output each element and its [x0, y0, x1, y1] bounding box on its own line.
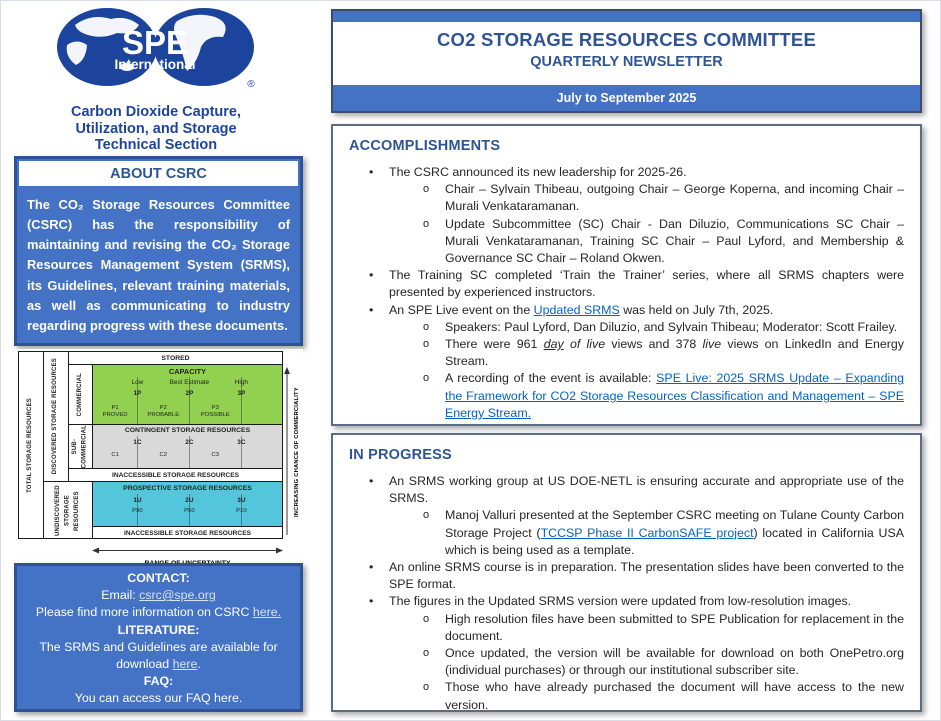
bullet-item [423, 611, 904, 645]
bullet-item [369, 593, 904, 610]
inline-link[interactable]: Updated SRMS [533, 302, 620, 317]
contact-line [23, 604, 294, 621]
accomplishments-panel [331, 124, 922, 426]
bullet-marker: o [423, 612, 430, 625]
bullet-item [423, 319, 904, 336]
label-1u: 1U [133, 497, 142, 504]
diagram-capacity-zone [92, 364, 282, 424]
bullet-text [389, 164, 904, 181]
bullet-text [445, 370, 904, 422]
diagram-commercial [68, 364, 92, 424]
label-undiscovered: UNDISCOVERED STORAGE RESOURCES [54, 485, 80, 536]
text-segment: There were 961 [445, 337, 544, 352]
label-2c: 2C [185, 439, 194, 446]
text-segment: Once updated, the version will be available for download on both OnePetro.org (individual purchases) or through our institutional subscriber site. [445, 646, 904, 678]
label-stored: STORED [161, 354, 190, 362]
commerciality-axis [284, 365, 302, 539]
spe-logo-block [51, 7, 261, 154]
label-3u: 3U [237, 497, 246, 504]
label-capacity: CAPACITY [168, 367, 207, 376]
in-progress-heading: IN PROGRESS [349, 447, 452, 463]
text-segment: A recording of the event is available: [445, 371, 657, 386]
label-c1: C1 [111, 452, 119, 458]
text-segment: High resolution files have been submitted to SPE Publication for replacement in the document. [445, 611, 904, 643]
bullet-text [445, 181, 904, 215]
label-c3: C3 [211, 452, 220, 458]
label-discovered: DISCOVERED STORAGE RESOURCES [52, 358, 59, 475]
bullet-marker: • [369, 560, 374, 575]
text-segment: You can access our FAQ here. [74, 691, 243, 706]
label-p1-proved: P1 PROVED [102, 405, 128, 418]
label-commercial: COMMERCIAL [76, 372, 83, 417]
text-segment: An online SRMS course is in preparation. The presentation slides have been converted to the SPE format. [389, 560, 904, 592]
text-segment: The Training SC completed ‘Train the Trainer’ series, where all SRMS chapters were presented by experienced instructors. [389, 268, 904, 300]
text-segment: The SRMS and Guidelines are available for download [39, 639, 278, 672]
label-low: Low [131, 379, 144, 386]
text-segment: Email: [101, 588, 140, 603]
contact-line [23, 570, 294, 587]
label-inaccessible: INACCESSIBLE STORAGE RESOURCES [111, 471, 239, 479]
diagram-prospective-zone [92, 481, 282, 526]
contact-line [23, 673, 294, 690]
newsletter-period: July to September 2025 [333, 85, 920, 111]
text-segment: of live [563, 337, 606, 352]
bullet-text [389, 473, 904, 507]
caption-line: Carbon Dioxide Capture, [71, 104, 241, 120]
bullet-item [369, 164, 904, 181]
text-segment: Update Subcommittee (SC) Chair - Dan Diluzio, Communications SC Chair – Murali Venkataramanan, Training SC Chair – Paul Lyford, and Membership & Governance SC Chair – Roland Okwen. [445, 216, 904, 266]
text-segment: The figures in the Updated SRMS version were updated from low-resolution images. [389, 594, 852, 609]
bullet-item [423, 181, 904, 215]
bullet-item [423, 216, 904, 268]
bullet-marker: • [369, 165, 374, 179]
bullet-item [423, 336, 904, 370]
bullet-marker: • [369, 268, 374, 283]
bullet-item [423, 507, 904, 559]
accomplishments-list [347, 164, 904, 422]
bullet-item [369, 559, 904, 593]
label-p90: P90 [132, 508, 143, 514]
text-segment: ) located in California USA which is being used as a template. [445, 525, 905, 557]
bullet-marker: o [423, 681, 430, 694]
text-segment: An SPE Live event on the [389, 302, 534, 317]
label-2u: 2U [185, 497, 194, 504]
about-csrc-body: The CO₂ Storage Resources Committee (CSRC) has the responsibility of maintaining and revising the CO₂ Storage Resources Management System (SRMS), its Guidelines, relevant training materials, as well as communicating to industry regarding progress with these documents. [27, 197, 290, 333]
label-2p: 2P [185, 390, 194, 397]
logo-spe-text: SPE [121, 24, 189, 61]
text-segment: views and 378 [605, 337, 703, 352]
diagram-sub-commercial [68, 424, 92, 468]
bullet-marker: • [369, 302, 374, 317]
diagram-inaccessible-lower [92, 526, 282, 539]
text-segment: was held on July 7th, 2025. [619, 302, 774, 317]
text-segment: views on LinkedIn and Energy Stream. [445, 337, 905, 369]
bullet-marker: o [423, 338, 430, 351]
bullet-marker: o [423, 647, 430, 660]
bullet-item [369, 302, 904, 319]
bullet-text [389, 267, 904, 301]
label-inaccessible: INACCESSIBLE STORAGE RESOURCES [123, 529, 251, 537]
about-csrc-title: ABOUT CSRC [17, 159, 300, 188]
accomplishments-heading: ACCOMPLISHMENTS [349, 138, 501, 154]
bullet-marker: o [423, 509, 430, 522]
contact-line [23, 639, 294, 673]
diagram-discovered [43, 351, 68, 481]
label-3p: 3P [237, 390, 246, 397]
label-increasing-chance: INCREASING CHANCE OF COMMERCIALITY [293, 387, 300, 517]
bullet-marker: o [423, 217, 430, 230]
text-segment: live [702, 337, 722, 352]
section-caption [51, 104, 261, 154]
bullet-text [445, 319, 904, 336]
label-3c: 3C [237, 439, 246, 446]
about-csrc-box [14, 156, 303, 346]
bullet-text [445, 507, 904, 559]
label-high: High [234, 379, 248, 386]
bullet-marker: • [369, 474, 374, 488]
bullet-item [423, 645, 904, 679]
bullet-marker: o [423, 320, 430, 333]
diagram-grid [18, 351, 283, 539]
logo-international-text: International [114, 57, 196, 72]
bullet-item [423, 370, 904, 422]
text-segment: Please find more information on CSRC [35, 605, 253, 620]
label-prospective: PROSPECTIVE STORAGE RESOURCES [123, 485, 252, 492]
double-arrow-icon [92, 547, 283, 554]
label-total-storage: TOTAL STORAGE RESOURCES [27, 398, 34, 493]
contact-lines [23, 570, 294, 708]
bullet-marker: o [423, 372, 430, 385]
spe-globes-icon [53, 7, 259, 91]
text-segment: Manoj Valluri presented at the September CSRC meeting on Tulane County Carbon Storage Project ( [445, 508, 904, 540]
label-p2-probable: P2 PROBABLE [147, 405, 180, 418]
bullet-item [423, 679, 904, 713]
bullet-text [445, 216, 904, 268]
inline-link[interactable]: SPE Live: 2025 SRMS Update – Expanding the Framework for CO2 Storage Resources Classification and Management – SPE Energy Stream. [445, 371, 904, 420]
bullet-text [445, 611, 904, 645]
up-arrow-icon [284, 365, 290, 539]
label-1p: 1P [133, 390, 142, 397]
text-segment: FAQ: [143, 674, 174, 689]
newsletter-header [331, 9, 922, 113]
contact-box [14, 563, 303, 712]
bullet-text [389, 559, 904, 593]
label-c2: C2 [159, 452, 168, 458]
caption-line: Technical Section [94, 137, 218, 153]
bullet-text [445, 645, 904, 679]
label-p3-possible: P3 POSSIBLE [200, 405, 230, 418]
bullet-item [369, 473, 904, 507]
bullet-marker: o [423, 183, 430, 196]
srms-classification-diagram [14, 349, 303, 561]
text-segment: An SRMS working group at US DOE-NETL is ensuring accurate and appropriate use of the SRMS. [389, 474, 904, 506]
text-segment: LITERATURE: [117, 622, 200, 637]
text-segment: Speakers: Paul Lyford, Dan Diluzio, and Sylvain Thibeau; Moderator: Scott Frailey. [445, 319, 898, 334]
diagram-contingent-zone [92, 424, 282, 468]
registered-mark: ® [247, 79, 255, 90]
in-progress-panel [331, 433, 922, 712]
inline-link[interactable]: here [172, 657, 198, 672]
diagram-total-storage-resources [18, 351, 43, 539]
diagram-undiscovered [43, 481, 92, 539]
text-segment: The CSRC announced its new leadership for 2025-26. [389, 165, 687, 179]
label-p50: P50 [184, 508, 195, 514]
bullet-text [389, 302, 904, 319]
inline-link[interactable]: TCCSP Phase II CarbonSAFE project [540, 525, 754, 540]
contact-line [23, 587, 294, 604]
label-1c: 1C [133, 439, 142, 446]
label-p10: P10 [236, 508, 247, 514]
header-top-bar [333, 11, 920, 22]
bullet-marker: • [369, 594, 374, 609]
text-segment: Those who have already purchased the document will have access to the new version. [445, 680, 904, 712]
contact-line [23, 690, 294, 707]
inline-link[interactable]: here. [252, 605, 282, 620]
text-segment: day [543, 337, 564, 352]
caption-line: Utilization, and Storage [75, 120, 237, 137]
label-best-estimate: Best Estimate [169, 379, 210, 386]
newsletter-subtitle: QUARTERLY NEWSLETTER [530, 54, 723, 70]
inline-link[interactable]: csrc@spe.org [139, 588, 216, 603]
bullet-text [445, 336, 904, 370]
label-contingent: CONTINGENT STORAGE RESOURCES [124, 427, 251, 434]
bullet-text [389, 593, 904, 610]
text-segment: . [197, 657, 201, 672]
text-segment: Chair – Sylvain Thibeau, outgoing Chair – George Koperna, and incoming Chair – Murali Venkataramanan. [445, 182, 904, 214]
label-sub-commercial: SUB-COMMERCIAL [71, 424, 88, 468]
newsletter-title: CO2 STORAGE RESOURCES COMMITTEE [437, 29, 816, 50]
diagram-inaccessible-upper [68, 468, 282, 481]
diagram-stored-bar [68, 351, 282, 364]
bullet-text [445, 679, 904, 713]
contact-line [23, 622, 294, 639]
text-segment: CONTACT: [127, 571, 190, 585]
bullet-item [369, 267, 904, 301]
in-progress-list [347, 473, 904, 714]
